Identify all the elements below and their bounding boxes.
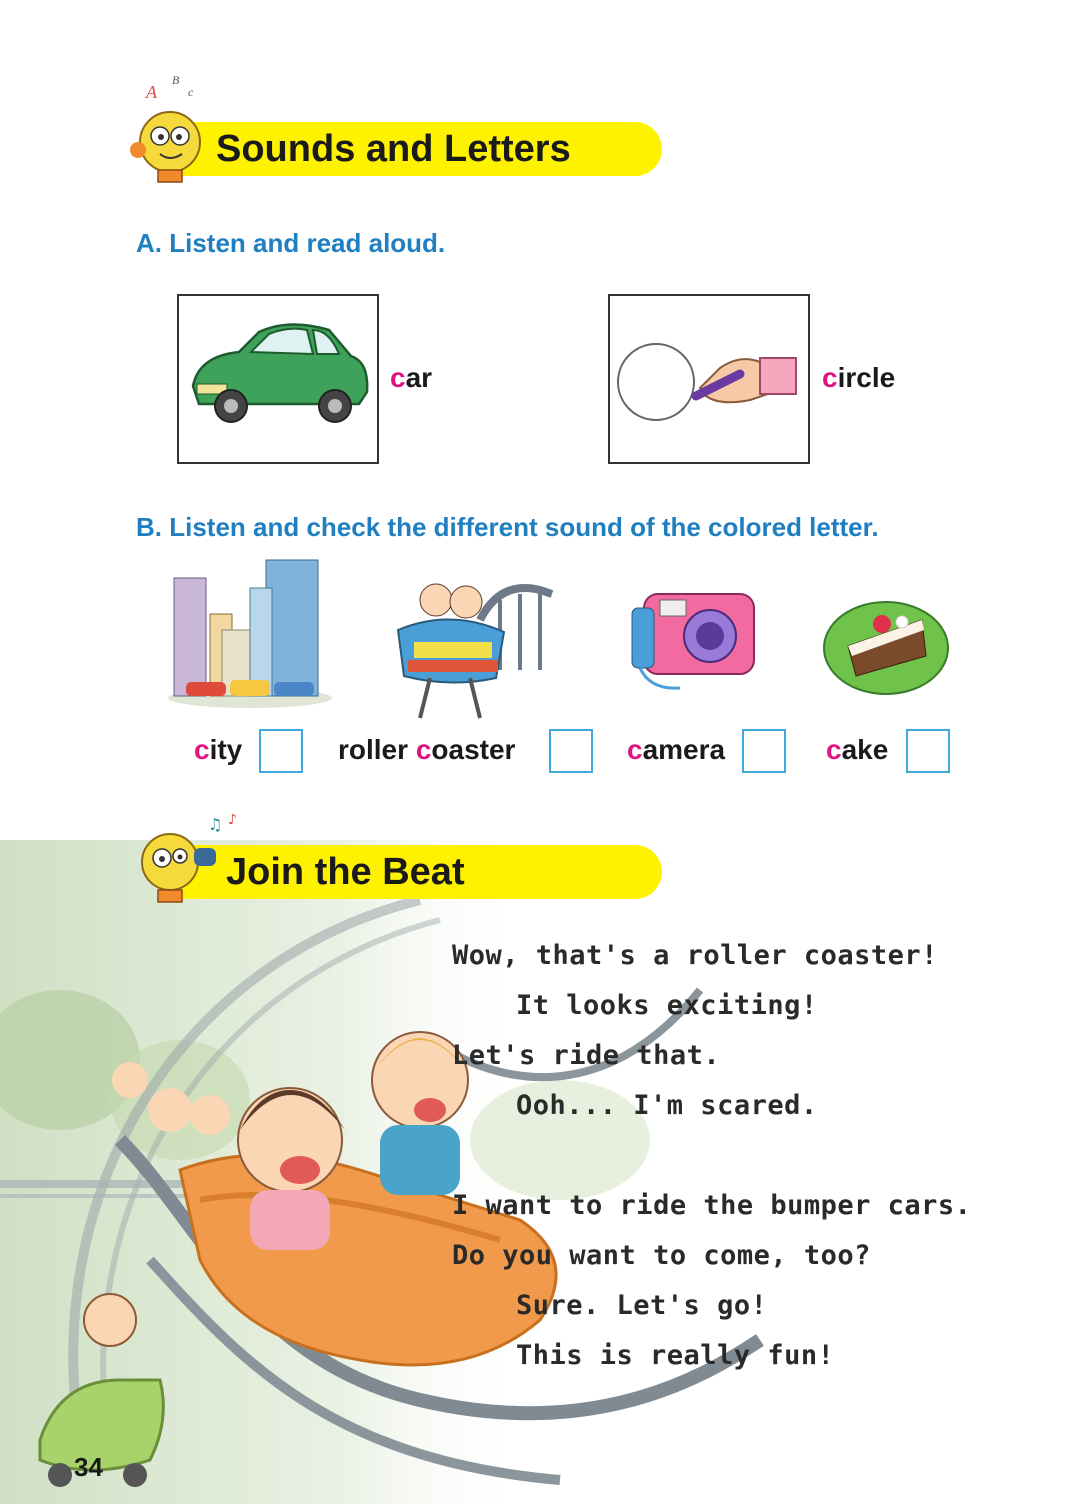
svg-text:B: B bbox=[172, 73, 180, 87]
svg-text:♫: ♫ bbox=[208, 815, 223, 834]
car-icon bbox=[179, 296, 377, 462]
cake-icon bbox=[822, 596, 950, 696]
word-prefix: roller bbox=[338, 734, 416, 765]
word-rest: ircle bbox=[837, 362, 896, 393]
word-roller-coaster bbox=[338, 734, 515, 766]
lyric-line-5: I want to ride the bumper cars. bbox=[452, 1190, 972, 1221]
svg-text:c: c bbox=[188, 85, 194, 99]
word-cake bbox=[826, 734, 888, 766]
roller-coaster-icon bbox=[390, 560, 560, 720]
svg-text:A: A bbox=[146, 82, 157, 102]
word-circle bbox=[822, 362, 895, 394]
highlight-letter: c bbox=[415, 734, 432, 765]
word-rest: ity bbox=[209, 734, 243, 765]
circle-drawing-icon bbox=[610, 296, 808, 462]
word-car bbox=[390, 362, 432, 394]
word-camera bbox=[627, 734, 725, 766]
circle-picture-box bbox=[608, 294, 810, 464]
word-rest: oaster bbox=[431, 734, 516, 765]
lyric-line-3: Let's ride that. bbox=[452, 1040, 721, 1071]
lyric-line-8: This is really fun! bbox=[516, 1340, 835, 1371]
lyric-line-7: Sure. Let's go! bbox=[516, 1290, 768, 1321]
section-title-sounds: Sounds and Letters bbox=[216, 128, 571, 170]
highlight-letter: c bbox=[627, 734, 643, 765]
car-picture-box bbox=[177, 294, 379, 464]
page-number: 34 bbox=[74, 1452, 103, 1482]
word-rest: ar bbox=[405, 362, 433, 393]
svg-text:♪: ♪ bbox=[228, 812, 237, 828]
smiley-mascot-icon bbox=[124, 70, 224, 190]
word-city bbox=[194, 734, 242, 766]
highlight-letter: c bbox=[194, 734, 210, 765]
checkbox-city[interactable] bbox=[259, 729, 303, 773]
highlight-letter: c bbox=[826, 734, 842, 765]
lyric-line-2: It looks exciting! bbox=[516, 990, 818, 1021]
section-title-beat: Join the Beat bbox=[226, 851, 465, 893]
checkbox-roller-coaster[interactable] bbox=[549, 729, 593, 773]
highlight-letter: c bbox=[390, 362, 406, 393]
camera-icon bbox=[630, 584, 760, 694]
instruction-part-a: A. Listen and read aloud. bbox=[136, 228, 446, 258]
lyric-line-1: Wow, that's a roller coaster! bbox=[452, 940, 938, 971]
checkbox-camera[interactable] bbox=[742, 729, 786, 773]
city-buildings-icon bbox=[166, 558, 334, 708]
word-rest: amera bbox=[642, 734, 726, 765]
checkbox-cake[interactable] bbox=[906, 729, 950, 773]
highlight-letter: c bbox=[822, 362, 838, 393]
lyric-line-6: Do you want to come, too? bbox=[452, 1240, 871, 1271]
word-rest: ake bbox=[841, 734, 889, 765]
lyric-line-4: Ooh... I'm scared. bbox=[516, 1090, 818, 1121]
instruction-part-b: B. Listen and check the different sound of the colored letter. bbox=[136, 512, 879, 542]
